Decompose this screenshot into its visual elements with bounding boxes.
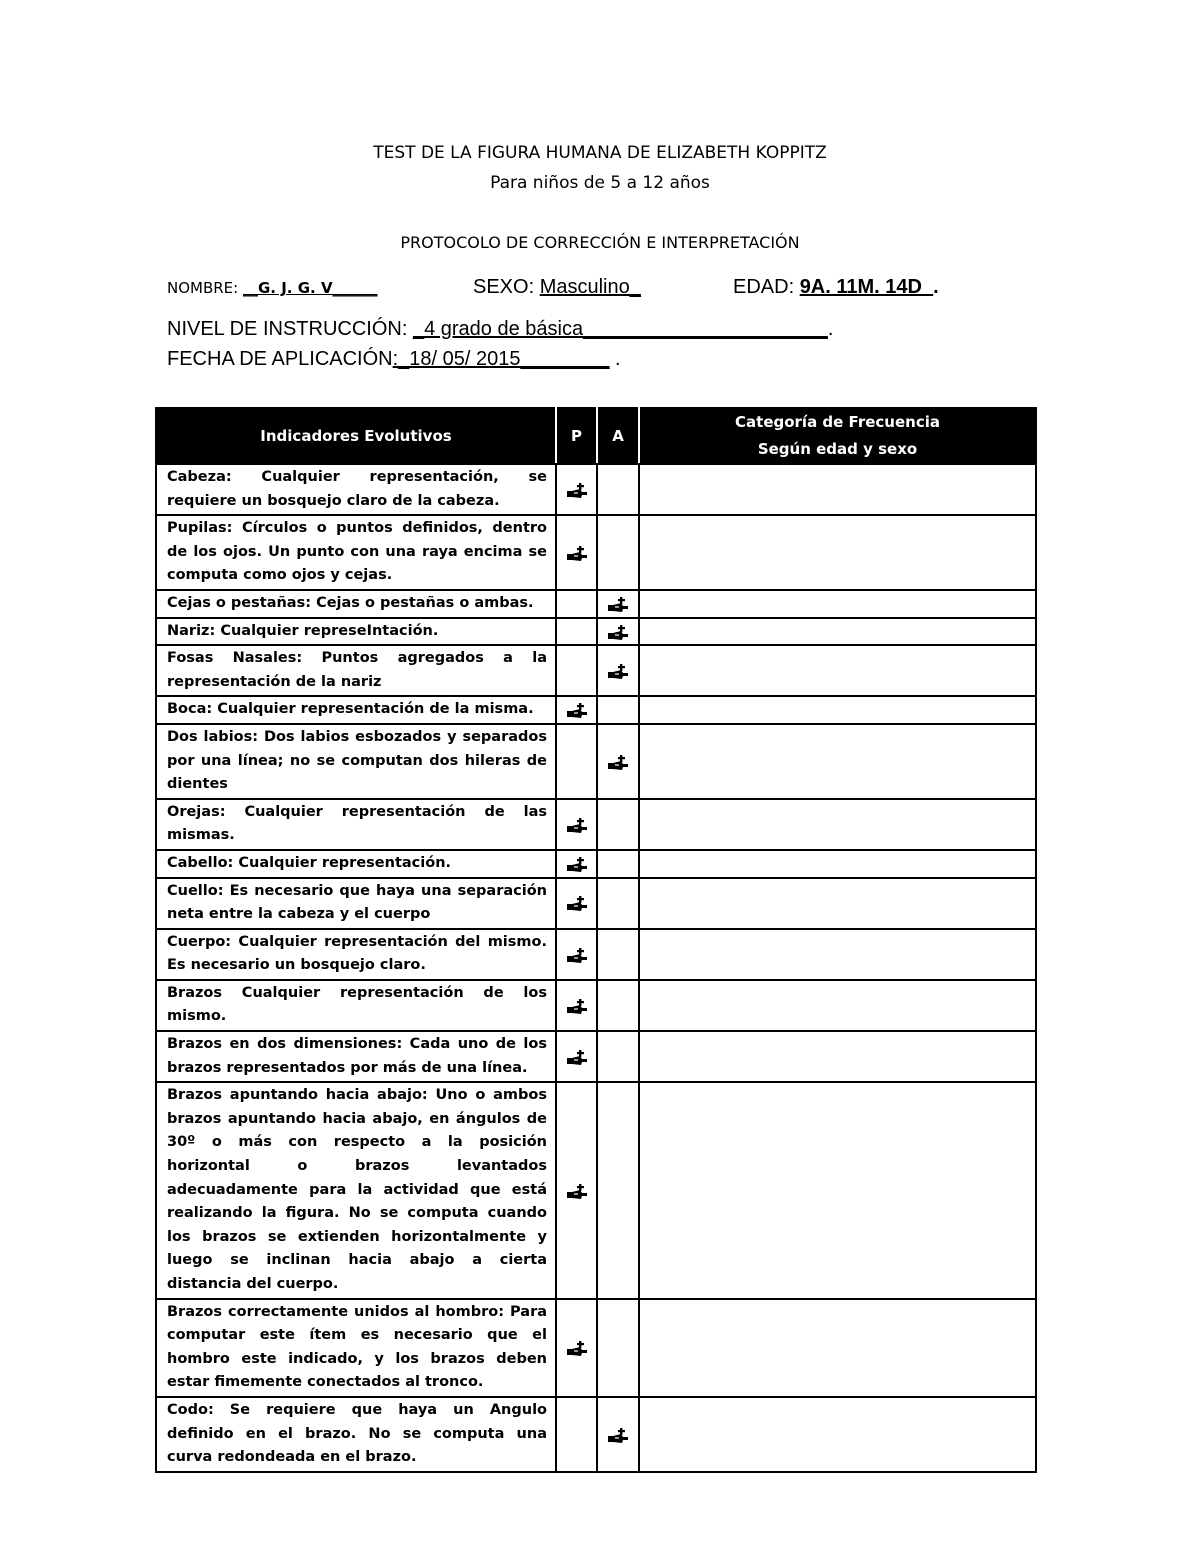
header-categoria-line1: Categoría de Frecuencia	[735, 413, 940, 431]
table-row	[156, 799, 1036, 850]
header-categoria-line2: Según edad y sexo	[757, 440, 918, 458]
thumb-check-icon	[607, 661, 629, 680]
mark-cell-p	[556, 1397, 597, 1472]
thumb-check-icon	[566, 1046, 588, 1065]
indicator-description: Brazos apuntando hacia abajo: Uno o ambos brazos apuntando hacia abajo, en ángulos de 30º o más con respecto a la posición horizontal o brazos levantados adecuadamente para la actividad que está realizando la figura. No se computa cuando los brazos se extienden horizontalmente y luego se inclinan hacia abajo a cierta distancia del cuerpo.	[156, 1082, 556, 1298]
mark-cell-a	[597, 1082, 639, 1298]
thumb-check-icon	[607, 751, 629, 770]
table-row	[156, 724, 1036, 799]
mark-cell-p	[556, 645, 597, 696]
nombre-label: NOMBRE:	[167, 279, 243, 297]
indicator-description: Fosas Nasales: Puntos agregados a la representación de la nariz	[156, 645, 556, 696]
thumb-check-icon	[607, 594, 629, 613]
table-row	[156, 696, 1036, 724]
header-p: P	[556, 408, 597, 464]
frequency-category-cell	[639, 878, 1036, 929]
indicator-description: Boca: Cualquier representación de la misma.	[156, 696, 556, 724]
indicator-description: Codo: Se requiere que haya un Angulo definido en el brazo. No se computa una curva redondeada en el brazo.	[156, 1397, 556, 1472]
header-indicadores: Indicadores Evolutivos	[156, 408, 556, 464]
mark-cell-a	[597, 929, 639, 980]
fecha-value: :_18/ 05/ 2015________	[392, 348, 610, 370]
indicator-description: Pupilas: Círculos o puntos definidos, dentro de los ojos. Un punto con una raya encima se computa como ojos y cejas.	[156, 515, 556, 590]
sexo-field	[473, 276, 641, 299]
frequency-category-cell	[639, 1082, 1036, 1298]
thumb-check-icon	[566, 1180, 588, 1199]
mark-cell-a	[597, 645, 639, 696]
table-row	[156, 464, 1036, 515]
mark-cell-p	[556, 980, 597, 1031]
table-row	[156, 645, 1036, 696]
frequency-category-cell	[639, 929, 1036, 980]
mark-cell-a	[597, 696, 639, 724]
indicator-description: Brazos correctamente unidos al hombro: Para computar este ítem es necesario que el hombro este indicado, y los brazos deben estar fimemente conectados al tronco.	[156, 1299, 556, 1397]
table-header-row	[156, 408, 1036, 464]
table-row	[156, 1397, 1036, 1472]
frequency-category-cell	[639, 850, 1036, 878]
mark-cell-a	[597, 618, 639, 646]
frequency-category-cell	[639, 724, 1036, 799]
fecha-field	[167, 348, 621, 371]
mark-cell-p	[556, 696, 597, 724]
thumb-check-icon	[566, 542, 588, 561]
sexo-value: Masculino_	[539, 276, 641, 298]
table-row	[156, 929, 1036, 980]
frequency-category-cell	[639, 1397, 1036, 1472]
thumb-check-icon	[566, 700, 588, 719]
nivel-field	[167, 318, 833, 341]
mark-cell-p	[556, 799, 597, 850]
frequency-category-cell	[639, 590, 1036, 618]
thumb-check-icon	[566, 944, 588, 963]
mark-cell-p	[556, 929, 597, 980]
thumb-check-icon	[566, 1338, 588, 1357]
mark-cell-a	[597, 878, 639, 929]
mark-cell-a	[597, 1397, 639, 1472]
table-row	[156, 850, 1036, 878]
table-row	[156, 878, 1036, 929]
header-a: A	[597, 408, 639, 464]
mark-cell-a	[597, 799, 639, 850]
thumb-check-icon	[566, 995, 588, 1014]
frequency-category-cell	[639, 464, 1036, 515]
indicators-table	[155, 407, 1037, 1473]
nivel-value: _4 grado de básica______________________	[412, 318, 828, 340]
fecha-label: FECHA DE APLICACIÓN	[167, 348, 393, 370]
thumb-check-icon	[607, 621, 629, 640]
indicator-description: Brazos Cualquier representación de los mismo.	[156, 980, 556, 1031]
frequency-category-cell	[639, 515, 1036, 590]
table-row	[156, 618, 1036, 646]
thumb-check-icon	[566, 893, 588, 912]
sexo-label: SEXO:	[473, 276, 540, 298]
indicator-description: Cejas o pestañas: Cejas o pestañas o ambas.	[156, 590, 556, 618]
indicator-description: Orejas: Cualquier representación de las mismas.	[156, 799, 556, 850]
mark-cell-p	[556, 1299, 597, 1397]
mark-cell-p	[556, 515, 597, 590]
table-row	[156, 590, 1036, 618]
edad-label: EDAD:	[733, 276, 800, 298]
mark-cell-p	[556, 724, 597, 799]
header-categoria	[639, 408, 1036, 464]
mark-cell-a	[597, 724, 639, 799]
nivel-end: .	[827, 318, 834, 340]
frequency-category-cell	[639, 1031, 1036, 1082]
indicator-description: Dos labios: Dos labios esbozados y separados por una línea; no se computan dos hileras de dientes	[156, 724, 556, 799]
table-body	[156, 464, 1036, 1472]
mark-cell-a	[597, 464, 639, 515]
thumb-check-icon	[566, 479, 588, 498]
thumb-check-icon	[607, 1424, 629, 1443]
edad-end: .	[933, 276, 939, 298]
frequency-category-cell	[639, 618, 1036, 646]
mark-cell-a	[597, 850, 639, 878]
table-row	[156, 1031, 1036, 1082]
frequency-category-cell	[639, 645, 1036, 696]
mark-cell-a	[597, 1299, 639, 1397]
table-row	[156, 1299, 1036, 1397]
mark-cell-p	[556, 850, 597, 878]
mark-cell-p	[556, 590, 597, 618]
indicator-description: Brazos en dos dimensiones: Cada uno de los brazos representados por más de una línea.	[156, 1031, 556, 1082]
indicator-description: Cabello: Cualquier representación.	[156, 850, 556, 878]
mark-cell-a	[597, 980, 639, 1031]
thumb-check-icon	[566, 853, 588, 872]
edad-field	[733, 276, 939, 299]
frequency-category-cell	[639, 696, 1036, 724]
mark-cell-p	[556, 618, 597, 646]
indicator-description: Cuello: Es necesario que haya una separación neta entre la cabeza y el cuerpo	[156, 878, 556, 929]
indicator-description: Nariz: Cualquier represeIntación.	[156, 618, 556, 646]
table-row	[156, 980, 1036, 1031]
mark-cell-a	[597, 1031, 639, 1082]
mark-cell-p	[556, 1082, 597, 1298]
nivel-label: NIVEL DE INSTRUCCIÓN:	[167, 318, 413, 340]
mark-cell-p	[556, 464, 597, 515]
frequency-category-cell	[639, 980, 1036, 1031]
indicator-description: Cabeza: Cualquier representación, se requiere un bosquejo claro de la cabeza.	[156, 464, 556, 515]
frequency-category-cell	[639, 1299, 1036, 1397]
mark-cell-p	[556, 1031, 597, 1082]
table-row	[156, 1082, 1036, 1298]
protocol-heading: PROTOCOLO DE CORRECCIÓN E INTERPRETACIÓN	[400, 233, 800, 252]
fecha-end: .	[609, 348, 621, 370]
table-row	[156, 515, 1036, 590]
document-subtitle: Para niños de 5 a 12 años	[490, 173, 710, 193]
nombre-value: __G. J. G. V______	[242, 279, 378, 297]
document-title: TEST DE LA FIGURA HUMANA DE ELIZABETH KOPPITZ	[373, 143, 827, 163]
thumb-check-icon	[566, 814, 588, 833]
indicator-description: Cuerpo: Cualquier representación del mismo. Es necesario un bosquejo claro.	[156, 929, 556, 980]
edad-value: 9A. 11M. 14D_	[799, 276, 934, 298]
frequency-category-cell	[639, 799, 1036, 850]
mark-cell-p	[556, 878, 597, 929]
nombre-field	[167, 278, 378, 297]
mark-cell-a	[597, 590, 639, 618]
mark-cell-a	[597, 515, 639, 590]
